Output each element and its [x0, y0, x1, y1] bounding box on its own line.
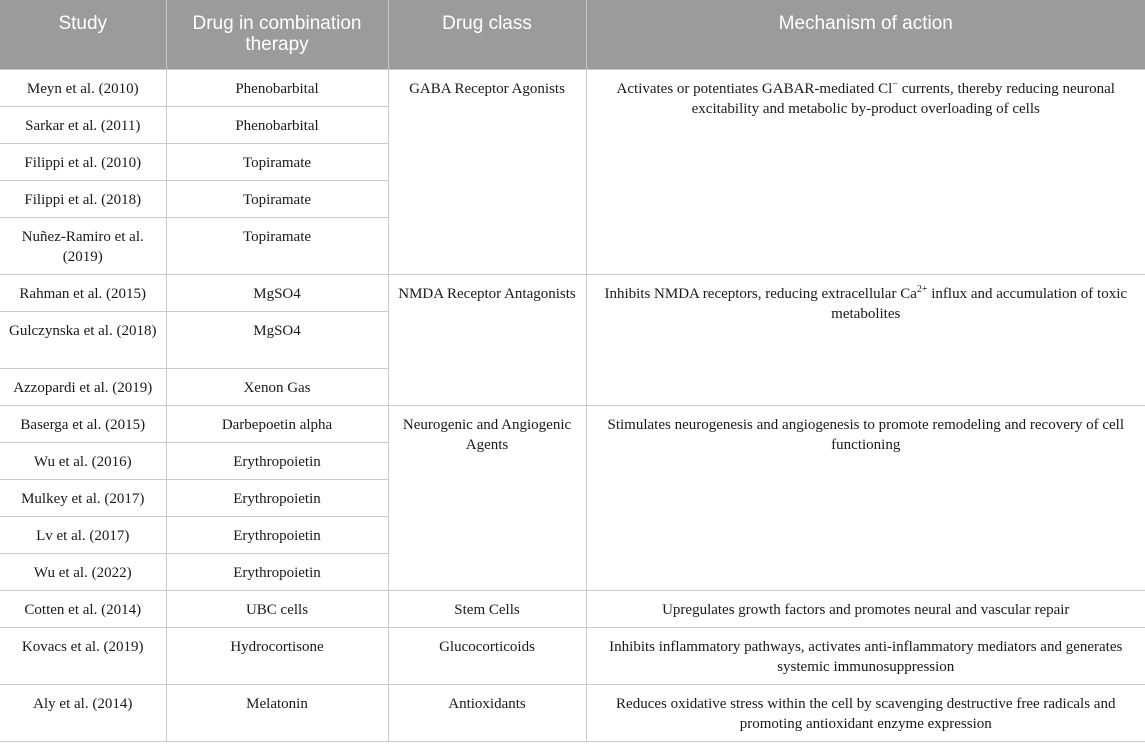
drug-cell: Erythropoietin: [166, 516, 388, 553]
header-drug: Drug in combination therapy: [166, 0, 388, 69]
study-cell: Rahman et al. (2015): [0, 274, 166, 311]
study-cell: Cotten et al. (2014): [0, 590, 166, 627]
drug-cell: Topiramate: [166, 217, 388, 274]
table-row: [0, 69, 1145, 106]
drug-cell: Erythropoietin: [166, 442, 388, 479]
mechanism-cell: Activates or potentiates GABAR-mediated Cl− currents, thereby reducing neuronal excitability and metabolic by-product overloading of cells: [586, 69, 1145, 274]
study-cell: Kovacs et al. (2019): [0, 627, 166, 684]
table-row: [0, 627, 1145, 684]
study-cell: Baserga et al. (2015): [0, 405, 166, 442]
drug-class-cell: Glucocorticoids: [388, 627, 586, 684]
drug-class-cell: GABA Receptor Agonists: [388, 69, 586, 274]
drug-cell: MgSO4: [166, 311, 388, 368]
table-row: [0, 590, 1145, 627]
study-cell: Aly et al. (2014): [0, 684, 166, 741]
mechanism-cell: Reduces oxidative stress within the cell by scavenging destructive free radicals and promoting antioxidant enzyme expression: [586, 684, 1145, 741]
drug-cell: Phenobarbital: [166, 69, 388, 106]
drug-cell: Topiramate: [166, 180, 388, 217]
study-cell: Wu et al. (2016): [0, 442, 166, 479]
study-cell: Filippi et al. (2010): [0, 143, 166, 180]
drug-class-cell: NMDA Receptor Antagonists: [388, 274, 586, 405]
study-cell: Sarkar et al. (2011): [0, 106, 166, 143]
drug-class-cell: Stem Cells: [388, 590, 586, 627]
study-cell: Gulczynska et al. (2018): [0, 311, 166, 368]
drug-cell: Topiramate: [166, 143, 388, 180]
table-row: [0, 684, 1145, 741]
drug-cell: Erythropoietin: [166, 479, 388, 516]
header-study: Study: [0, 0, 166, 69]
drug-class-cell: Neurogenic and Angiogenic Agents: [388, 405, 586, 590]
study-cell: Mulkey et al. (2017): [0, 479, 166, 516]
mechanism-cell: Inhibits inflammatory pathways, activates anti-inflammatory mediators and generates systemic immunosuppression: [586, 627, 1145, 684]
study-cell: Meyn et al. (2010): [0, 69, 166, 106]
study-cell: Nuñez-Ramiro et al. (2019): [0, 217, 166, 274]
drug-class-cell: Antioxidants: [388, 684, 586, 741]
study-cell: Filippi et al. (2018): [0, 180, 166, 217]
drug-cell: Melatonin: [166, 684, 388, 741]
study-cell: Azzopardi et al. (2019): [0, 368, 166, 405]
table-row: [0, 274, 1145, 311]
drug-cell: Hydrocortisone: [166, 627, 388, 684]
drug-cell: Darbepoetin alpha: [166, 405, 388, 442]
mechanism-cell: Upregulates growth factors and promotes neural and vascular repair: [586, 590, 1145, 627]
header-drug-class: Drug class: [388, 0, 586, 69]
drug-cell: MgSO4: [166, 274, 388, 311]
table-row: [0, 405, 1145, 442]
header-mechanism: Mechanism of action: [586, 0, 1145, 69]
mechanism-cell: Inhibits NMDA receptors, reducing extracellular $Ca^{2+}$ influx and accumulation of toxic metabolites: [586, 274, 1145, 405]
drug-cell: Xenon Gas: [166, 368, 388, 405]
drug-cell: Erythropoietin: [166, 553, 388, 590]
header-row: [0, 0, 1145, 69]
drug-cell: Phenobarbital: [166, 106, 388, 143]
mechanism-cell: Stimulates neurogenesis and angiogenesis to promote remodeling and recovery of cell functioning: [586, 405, 1145, 590]
study-cell: Lv et al. (2017): [0, 516, 166, 553]
study-cell: Wu et al. (2022): [0, 553, 166, 590]
drug-cell: UBC cells: [166, 590, 388, 627]
